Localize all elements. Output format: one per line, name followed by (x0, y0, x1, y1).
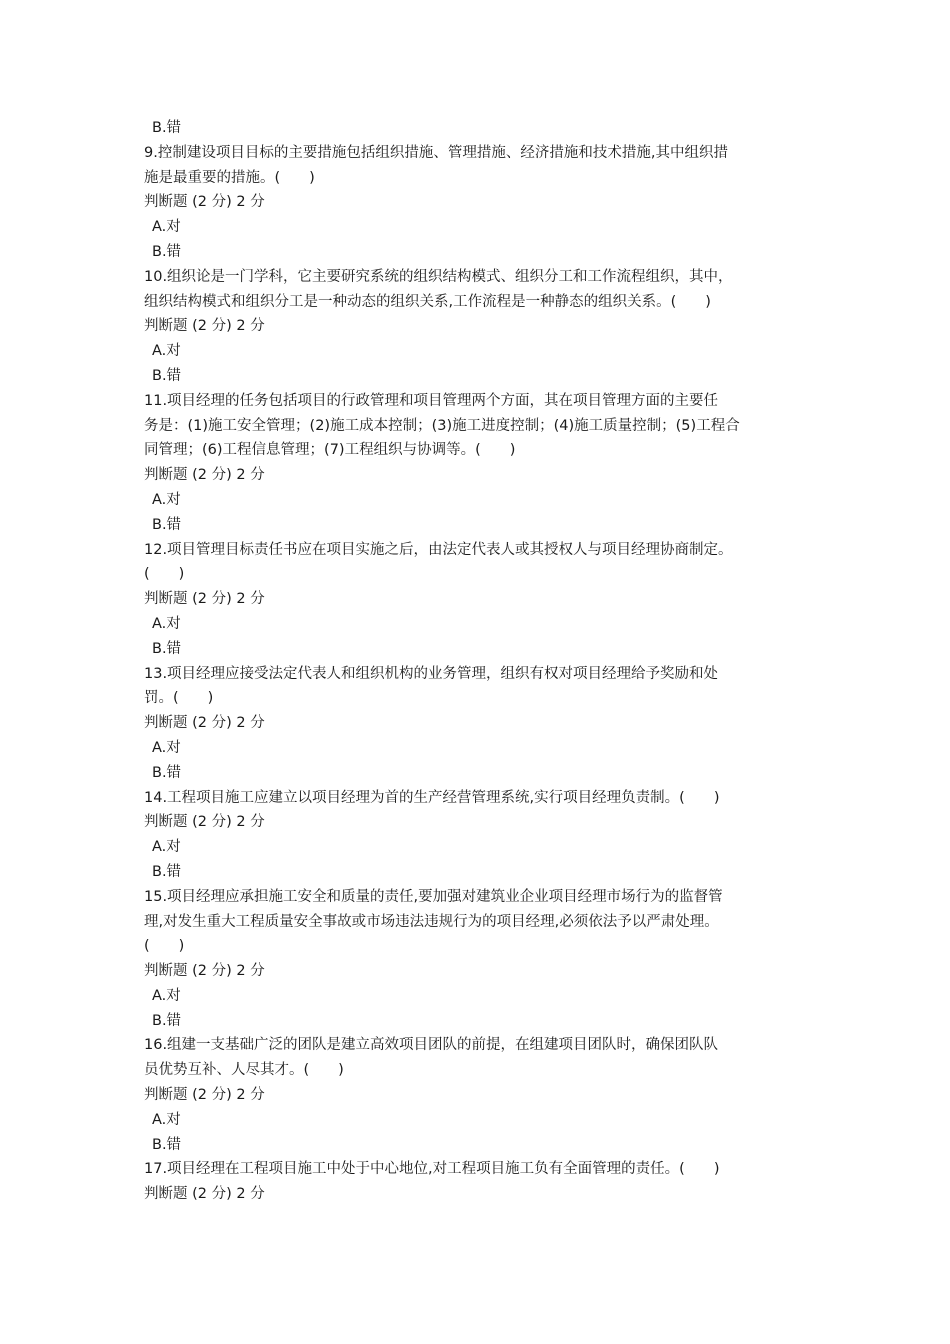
answer-option[interactable]: B.错 (152, 367, 182, 384)
question-line: 组织结构模式和组织分工是一种动态的组织关系,工作流程是一种静态的组织关系。( ) (144, 293, 711, 310)
question-meta: 判断题 (2 分) 2 分 (144, 194, 265, 211)
question-meta: 判断题 (2 分) 2 分 (144, 318, 265, 335)
answer-option[interactable]: A.对 (152, 1111, 181, 1128)
question-line: 16.组建一支基础广泛的团队是建立高效项目团队的前提，在组建项目团队时，确保团队队 (144, 1037, 719, 1054)
question-meta: 判断题 (2 分) 2 分 (144, 467, 265, 484)
answer-option[interactable]: B.错 (152, 1012, 182, 1029)
answer-option[interactable]: A.对 (152, 839, 181, 856)
question-text (144, 141, 812, 191)
question-line: 13.项目经理应接受法定代表人和组织机构的业务管理，组织有权对项目经理给予奖励和处 (144, 665, 719, 682)
question-line: 10.组织论是一门学科，它主要研究系统的组织结构模式、组织分工和工作流程组织，其中， (144, 268, 733, 285)
question-meta: 判断题 (2 分) 2 分 (144, 1087, 265, 1104)
question-meta: 判断题 (2 分) 2 分 (144, 1186, 265, 1203)
question-meta: 判断题 (2 分) 2 分 (144, 591, 265, 608)
question-line: ( ) (144, 566, 185, 583)
question-line: 员优势互补、人尽其才。( ) (144, 1062, 344, 1079)
answer-option[interactable]: B.错 (152, 516, 182, 533)
question-line: ( ) (144, 938, 185, 955)
answer-option[interactable]: A.对 (152, 739, 181, 756)
answer-option[interactable]: B.错 (152, 1136, 182, 1153)
question-line: 务是：(1)施工安全管理；(2)施工成本控制；(3)施工进度控制；(4)施工质量控制；(5)工程合 (144, 417, 740, 434)
question-meta: 判断题 (2 分) 2 分 (144, 814, 265, 831)
question-text (144, 885, 812, 959)
question-meta: 判断题 (2 分) 2 分 (144, 963, 265, 980)
answer-option[interactable]: B.错 (152, 764, 182, 781)
question-line: 施是最重要的措施。( ) (144, 169, 315, 186)
question-text (144, 389, 812, 463)
question-line: 罚。( ) (144, 690, 214, 707)
question-line: 11.项目经理的任务包括项目的行政管理和项目管理两个方面，其在项目管理方面的主要任 (144, 392, 719, 409)
question-text (144, 538, 812, 588)
answer-option[interactable]: B.错 (152, 863, 182, 880)
question-text (144, 662, 812, 712)
question-line: 12.项目管理目标责任书应在项目实施之后，由法定代表人或其授权人与项目经理协商制定。 (144, 541, 733, 558)
answer-option[interactable]: A.对 (152, 219, 181, 236)
answer-option[interactable]: B.错 (152, 640, 182, 657)
question-line: 理,对发生重大工程质量安全事故或市场违法违规行为的项目经理,必须依法予以严肃处理。 (144, 913, 719, 930)
question-line: 同管理；(6)工程信息管理；(7)工程组织与协调等。( ) (144, 442, 516, 459)
document-page (144, 116, 812, 1207)
question-line: 15.项目经理应承担施工安全和质量的责任,要加强对建筑业企业项目经理市场行为的监督管 (144, 888, 723, 905)
answer-option[interactable]: B.错 (152, 243, 182, 260)
question-line: 14.工程项目施工应建立以项目经理为首的生产经营管理系统,实行项目经理负责制。( ) (144, 789, 720, 806)
question-line: 9.控制建设项目目标的主要措施包括组织措施、管理措施、经济措施和技术措施,其中组织措 (144, 144, 728, 161)
answer-option[interactable]: B.错 (152, 120, 182, 136)
question-text (144, 786, 812, 811)
answer-option[interactable]: A.对 (152, 343, 181, 360)
question-text (144, 1157, 812, 1182)
question-line: 17.项目经理在工程项目施工中处于中心地位,对工程项目施工负有全面管理的责任。( ) (144, 1161, 720, 1178)
question-meta: 判断题 (2 分) 2 分 (144, 715, 265, 732)
answer-option[interactable]: A.对 (152, 987, 181, 1004)
answer-option[interactable]: A.对 (152, 615, 181, 632)
answer-option[interactable]: A.对 (152, 491, 181, 508)
question-text (144, 1033, 812, 1083)
question-text (144, 265, 812, 315)
